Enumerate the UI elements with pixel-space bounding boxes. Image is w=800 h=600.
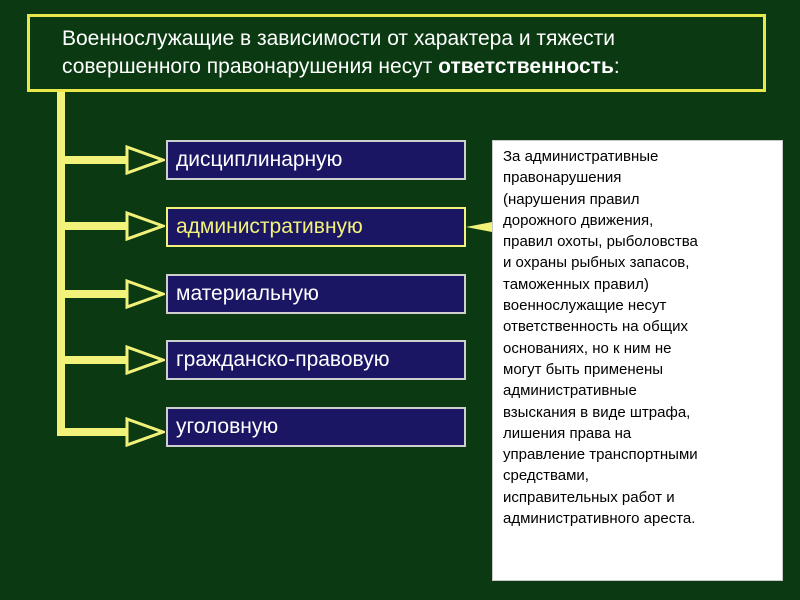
branch-line: [57, 356, 129, 364]
tree-trunk-line: [57, 92, 65, 436]
box-civil: гражданско-правовую: [166, 340, 466, 380]
administrative-note: За административные правонарушения (нарушения правил дорожного движения, правил охоты, рыболовства и охраны рыбных запасов, таможенных правил) военнослужащие несут ответственность на общих основаниях, но к ним не могут быть применены административные взыскания в виде штрафа, лишения права на управление транспортными средствами, исправительных работ и административного ареста.: [492, 140, 783, 581]
box-criminal: уголовную: [166, 407, 466, 447]
title-line-2-text: совершенного правонарушения несут: [62, 55, 439, 78]
title-line-2: [62, 53, 763, 81]
title-colon: :: [613, 55, 620, 78]
arrow-icon: [125, 211, 165, 241]
title-line-1: Военнослужащие в зависимости от характера и тяжести: [62, 27, 615, 50]
box-material: материальную: [166, 274, 466, 314]
box-administrative: административную: [166, 207, 466, 247]
arrow-icon: [125, 279, 165, 309]
branch-line: [57, 156, 129, 164]
branch-line: [57, 428, 129, 436]
box-disciplinary: дисциплинарную: [166, 140, 466, 180]
title-box: [27, 14, 766, 92]
branch-line: [57, 222, 129, 230]
arrow-icon: [125, 417, 165, 447]
arrow-icon: [125, 345, 165, 375]
arrow-icon: [125, 145, 165, 175]
title-emphasis: ответственность: [438, 55, 614, 78]
connector-arrow-icon: [466, 222, 492, 232]
branch-line: [57, 290, 129, 298]
